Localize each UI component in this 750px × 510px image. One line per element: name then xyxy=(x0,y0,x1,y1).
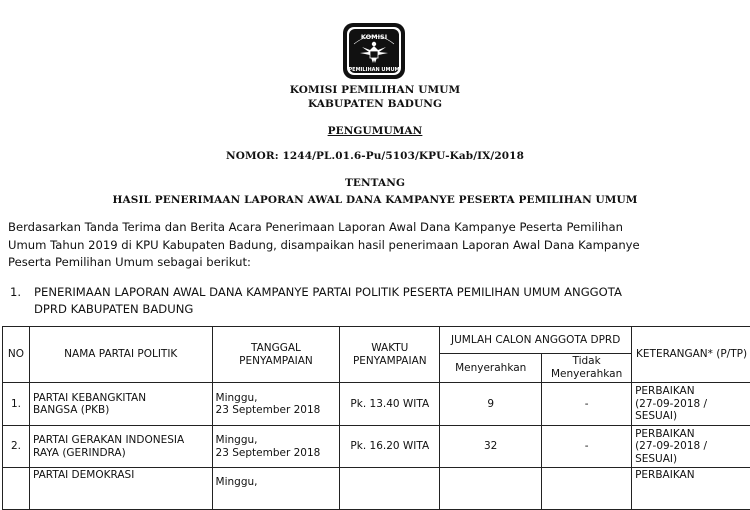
about-label: TENTANG xyxy=(0,177,750,189)
date-line: Minggu, xyxy=(216,392,258,404)
row-not-submitted: - xyxy=(542,383,632,426)
intro-line: Peserta Pemilihan Umum sebagai berikut: xyxy=(8,254,748,272)
row-submitted: 9 xyxy=(440,383,542,426)
header-time: WAKTU PENYAMPAIAN xyxy=(340,327,440,383)
remark-line: (27-09-2018 / xyxy=(635,398,707,410)
logo-text-top: KOMISI xyxy=(361,33,387,41)
row-time: Pk. 16.20 WITA xyxy=(340,426,440,468)
header-remarks: KETERANGAN* (P/TP) xyxy=(632,327,750,383)
org-name: KOMISI PEMILIHAN UMUM xyxy=(0,84,750,96)
row-no: 1. xyxy=(3,383,30,426)
kpu-logo xyxy=(340,20,408,82)
remark-line: PERBAIKAN xyxy=(635,428,694,440)
row-time xyxy=(340,468,440,510)
row-no xyxy=(3,468,30,510)
row-time: Pk. 13.40 WITA xyxy=(340,383,440,426)
row-party: PARTAI DEMOKRASI xyxy=(29,468,212,510)
document-number: NOMOR: 1244/PL.01.6-Pu/5103/KPU-Kab/IX/2018 xyxy=(0,150,750,162)
party-line: RAYA (GERINDRA) xyxy=(33,447,126,459)
remark-line: PERBAIKAN xyxy=(635,385,694,397)
row-party xyxy=(29,383,212,426)
table-row xyxy=(3,468,750,510)
date-line: 23 September 2018 xyxy=(216,447,321,459)
announcement-title: PENGUMUMAN xyxy=(0,125,750,137)
row-date: Minggu, xyxy=(212,468,340,510)
header-candidates: JUMLAH CALON ANGGOTA DPRD xyxy=(440,327,632,354)
header-date: TANGGAL PENYAMPAIAN xyxy=(212,327,340,383)
table-row xyxy=(3,426,750,468)
section-title-line: DPRD KABUPATEN BADUNG xyxy=(34,301,622,318)
party-line: PARTAI KEBANGKITAN xyxy=(33,392,146,404)
row-not-submitted xyxy=(542,468,632,510)
intro-paragraph xyxy=(8,219,748,272)
table-row xyxy=(3,383,750,426)
section-title-line: PENERIMAAN LAPORAN AWAL DANA KAMPANYE PARTAI POLITIK PESERTA PEMILIHAN UMUM ANGGOTA xyxy=(34,284,622,301)
date-line: 23 September 2018 xyxy=(216,404,321,416)
section-number: 1. xyxy=(10,284,21,301)
row-date xyxy=(212,426,340,468)
intro-line: Umum Tahun 2019 di KPU Kabupaten Badung, disampaikan hasil penerimaan Laporan Awal Dana Kampanye xyxy=(8,237,748,255)
header-party: NAMA PARTAI POLITIK xyxy=(29,327,212,383)
row-no: 2. xyxy=(3,426,30,468)
remark-line: (27-09-2018 / xyxy=(635,440,707,452)
row-party xyxy=(29,426,212,468)
header-submitted: Menyerahkan xyxy=(440,354,542,383)
row-remark: PERBAIKAN xyxy=(632,468,750,510)
intro-line: Berdasarkan Tanda Terima dan Berita Acara Penerimaan Laporan Awal Dana Kampanye Peserta Pemilihan xyxy=(8,219,748,237)
party-line: PARTAI GERAKAN INDONESIA xyxy=(33,434,184,446)
remark-line: SESUAI) xyxy=(635,453,677,465)
logo-text-bottom: PEMILIHAN UMUM xyxy=(348,67,399,73)
row-submitted xyxy=(440,468,542,510)
header-no: NO xyxy=(3,327,30,383)
header-not-submitted: Tidak Menyerahkan xyxy=(542,354,632,383)
date-line: Minggu, xyxy=(216,434,258,446)
row-submitted: 32 xyxy=(440,426,542,468)
row-not-submitted: - xyxy=(542,426,632,468)
row-remark xyxy=(632,383,750,426)
campaign-report-table xyxy=(2,326,750,510)
remark-line: SESUAI) xyxy=(635,410,677,422)
row-remark xyxy=(632,426,750,468)
party-line: BANGSA (PKB) xyxy=(33,404,109,416)
row-date xyxy=(212,383,340,426)
org-region: KABUPATEN BADUNG xyxy=(0,98,750,110)
document-subject: HASIL PENERIMAAN LAPORAN AWAL DANA KAMPANYE PESERTA PEMILIHAN UMUM xyxy=(0,194,750,206)
